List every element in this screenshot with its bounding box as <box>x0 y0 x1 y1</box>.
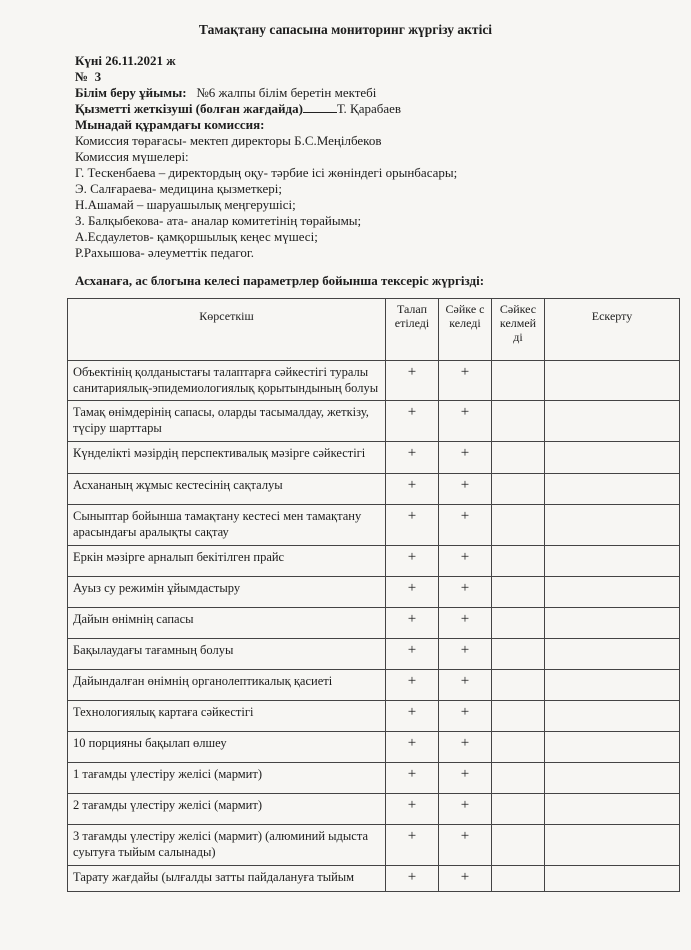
matches-mark: + <box>439 442 492 474</box>
indicator-cell: Тамақ өнімдерінің сапасы, оларды тасымалдау, жеткізу, түсіру шарттары <box>68 401 386 442</box>
member-item: А.Есдаулетов- қамқоршылық кеңес мүшесі; <box>75 229 318 244</box>
note-cell <box>545 401 680 442</box>
required-mark: + <box>386 763 439 794</box>
indicator-cell: Асхананың жұмыс кестесінің сақталуы <box>68 474 386 505</box>
required-mark: + <box>386 608 439 639</box>
document-title: Тамақтану сапасына мониторинг жүргізу актісі <box>198 22 493 37</box>
not-matches-mark <box>492 608 545 639</box>
matches-mark: + <box>439 670 492 701</box>
check-heading: Асханаға, ас блогына келесі параметрлер бойынша тексеріс жүргізді: <box>75 273 485 288</box>
note-cell <box>545 546 680 577</box>
required-mark: + <box>386 505 439 546</box>
not-matches-mark <box>492 794 545 825</box>
table-row <box>68 577 680 608</box>
matches-mark: + <box>439 763 492 794</box>
required-mark: + <box>386 474 439 505</box>
not-matches-mark <box>492 361 545 401</box>
table-row <box>68 361 680 401</box>
column-header-indicator: Көрсеткіш <box>68 299 386 361</box>
note-cell <box>545 825 680 866</box>
commission-heading: Мынадай құрамдағы комиссия: <box>75 117 265 132</box>
indicator-cell: 3 тағамды үлестіру желісі (мармит) (алюминий ыдыста суытуға тыйым салынады) <box>68 825 386 866</box>
members-heading: Комиссия мүшелері: <box>75 149 189 164</box>
required-mark: + <box>386 361 439 401</box>
matches-mark: + <box>439 732 492 763</box>
required-mark: + <box>386 639 439 670</box>
table-row <box>68 505 680 546</box>
indicator-cell: Күнделікті мәзірдің перспективалық мәзірге сәйкестігі <box>68 442 386 474</box>
table-body <box>68 361 680 892</box>
not-matches-mark <box>492 763 545 794</box>
note-cell <box>545 866 680 892</box>
member-item: Н.Ашамай – шаруашылық меңгерушісі; <box>75 197 296 212</box>
not-matches-mark <box>492 474 545 505</box>
not-matches-mark <box>492 639 545 670</box>
column-header-note: Ескерту <box>545 299 680 361</box>
table-row <box>68 825 680 866</box>
note-cell <box>545 732 680 763</box>
required-mark: + <box>386 401 439 442</box>
note-cell <box>545 608 680 639</box>
not-matches-mark <box>492 670 545 701</box>
table-row <box>68 546 680 577</box>
date-line <box>75 52 176 69</box>
matches-mark: + <box>439 505 492 546</box>
table-row <box>68 701 680 732</box>
table-row <box>68 732 680 763</box>
indicator-cell: Тарату жағдайы (ылғалды затты пайдалануға тыйым <box>68 866 386 892</box>
matches-mark: + <box>439 361 492 401</box>
indicator-cell: Еркін мәзірге арналып бекітілген прайс <box>68 546 386 577</box>
table-row <box>68 442 680 474</box>
table-row <box>68 639 680 670</box>
note-cell <box>545 505 680 546</box>
column-header-not-matches: Сәйкес келмей ді <box>492 299 545 361</box>
matches-mark: + <box>439 577 492 608</box>
not-matches-mark <box>492 505 545 546</box>
required-mark: + <box>386 866 439 892</box>
table-row <box>68 608 680 639</box>
note-cell <box>545 670 680 701</box>
indicator-cell: Дайындалған өнімнің органолептикалық қасиеті <box>68 670 386 701</box>
note-cell <box>545 442 680 474</box>
required-mark: + <box>386 701 439 732</box>
table-row <box>68 401 680 442</box>
required-mark: + <box>386 546 439 577</box>
number-line <box>75 68 101 85</box>
org-value: №6 жалпы білім беретін мектебі <box>196 85 377 100</box>
table-row <box>68 474 680 505</box>
required-mark: + <box>386 442 439 474</box>
member-item: З. Балқыбекова- ата- аналар комитетінің төрайымы; <box>75 213 362 228</box>
not-matches-mark <box>492 546 545 577</box>
indicator-cell: 1 тағамды үлестіру желісі (мармит) <box>68 763 386 794</box>
matches-mark: + <box>439 825 492 866</box>
indicator-cell: Дайын өнімнің сапасы <box>68 608 386 639</box>
number-label: № <box>75 69 89 84</box>
not-matches-mark <box>492 577 545 608</box>
column-header-matches: Сәйке с келеді <box>439 299 492 361</box>
commission-chair: Комиссия төрағасы- мектеп директоры Б.С.Меңілбеков <box>75 133 382 148</box>
date-text: Күні 26.11.2021 ж <box>75 53 176 68</box>
table-row <box>68 794 680 825</box>
monitoring-table <box>67 298 680 892</box>
indicator-cell: Сыныптар бойынша тамақтану кестесі мен тамақтану арасындағы аралықты сақтау <box>68 505 386 546</box>
required-mark: + <box>386 825 439 866</box>
not-matches-mark <box>492 732 545 763</box>
not-matches-mark <box>492 442 545 474</box>
indicator-cell: 2 тағамды үлестіру желісі (мармит) <box>68 794 386 825</box>
matches-mark: + <box>439 546 492 577</box>
not-matches-mark <box>492 825 545 866</box>
note-cell <box>545 361 680 401</box>
note-cell <box>545 577 680 608</box>
table-row <box>68 670 680 701</box>
table-row <box>68 763 680 794</box>
not-matches-mark <box>492 866 545 892</box>
indicator-cell: Технологиялық картаға сәйкестігі <box>68 701 386 732</box>
matches-mark: + <box>439 608 492 639</box>
org-label: Білім беру ұйымы: <box>75 85 187 100</box>
note-cell <box>545 701 680 732</box>
member-item: Р.Рахышова- әлеуметтік педагог. <box>75 245 255 260</box>
matches-mark: + <box>439 401 492 442</box>
required-mark: + <box>386 794 439 825</box>
indicator-cell: 10 порцияны бақылап өлшеу <box>68 732 386 763</box>
member-item: Г. Тескенбаева – директордың оқу- тәрбие ісі жөніндегі орынбасары; <box>75 165 458 180</box>
indicator-cell: Бақылаудағы тағамның болуы <box>68 639 386 670</box>
matches-mark: + <box>439 794 492 825</box>
required-mark: + <box>386 577 439 608</box>
matches-mark: + <box>439 701 492 732</box>
member-item: Э. Салғараева- медицина қызметкері; <box>75 181 283 196</box>
note-cell <box>545 474 680 505</box>
note-cell <box>545 763 680 794</box>
supplier-label: Қызметті жеткізуші (болған жағдайда) <box>75 101 303 116</box>
table-header-row <box>68 299 680 361</box>
note-cell <box>545 639 680 670</box>
required-mark: + <box>386 732 439 763</box>
table-row <box>68 866 680 892</box>
required-mark: + <box>386 670 439 701</box>
matches-mark: + <box>439 474 492 505</box>
not-matches-mark <box>492 701 545 732</box>
indicator-cell: Объектінің қолданыстағы талаптарға сәйкестігі туралы санитариялық-эпидемиологиялық қорытындының болуы <box>68 361 386 401</box>
matches-mark: + <box>439 639 492 670</box>
indicator-cell: Ауыз су режимін ұйымдастыру <box>68 577 386 608</box>
column-header-required: Талап етіледі <box>386 299 439 361</box>
supplier-line <box>75 100 401 117</box>
note-cell <box>545 794 680 825</box>
supplier-value: Т. Қарабаев <box>336 101 402 116</box>
not-matches-mark <box>492 401 545 442</box>
number-value: 3 <box>94 69 102 84</box>
matches-mark: + <box>439 866 492 892</box>
org-line <box>75 84 376 101</box>
